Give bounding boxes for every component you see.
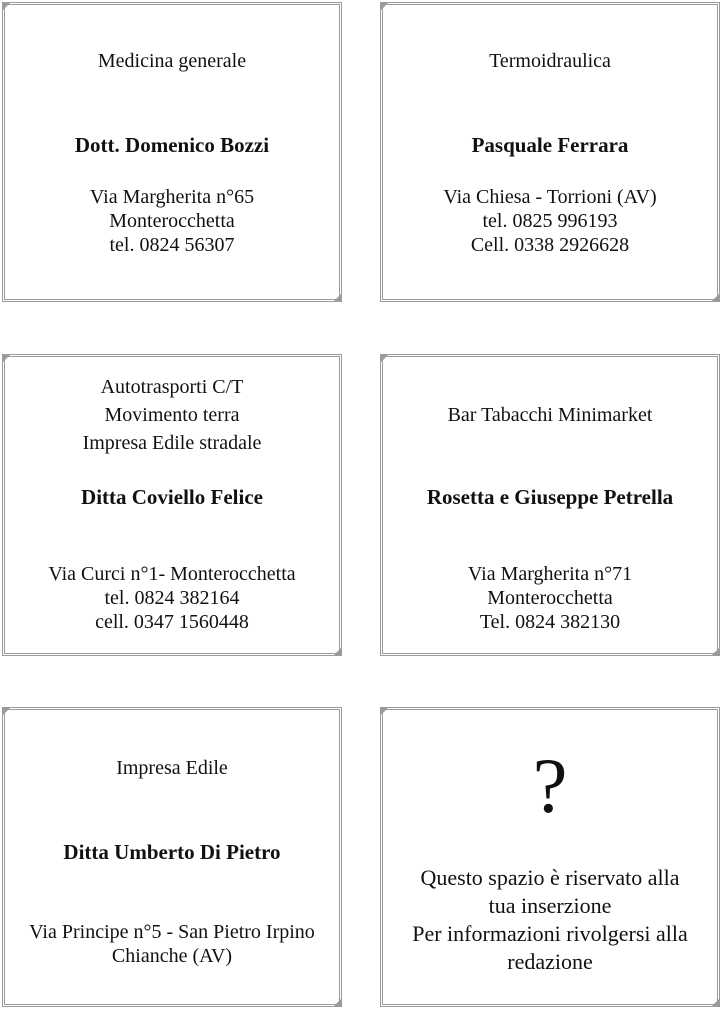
- card-name: Ditta Coviello Felice: [81, 485, 263, 509]
- reserved-message: Questo spazio è riservato alla: [420, 865, 680, 890]
- card-city: Monterocchetta: [109, 210, 235, 232]
- card-category: Termoidraulica: [489, 50, 611, 72]
- reserved-message: redazione: [507, 949, 593, 974]
- card-name: Pasquale Ferrara: [471, 133, 629, 157]
- card-address: Via Margherita n°65: [89, 186, 255, 208]
- card-category: Movimento terra: [104, 404, 240, 426]
- card-address: Via Chiesa - Torrioni (AV): [443, 186, 657, 208]
- card-category: Bar Tabacchi Minimarket: [447, 404, 653, 426]
- card-phone: Tel. 0824 382130: [479, 611, 621, 633]
- card-category: Impresa Edile stradale: [82, 432, 262, 454]
- ad-card-termoidraulica: [380, 2, 720, 302]
- card-address: Via Principe n°5 - San Pietro Irpino: [29, 921, 315, 943]
- ad-card-reserved-space: [380, 707, 720, 1007]
- card-name: Dott. Domenico Bozzi: [74, 133, 270, 157]
- card-city: Monterocchetta: [487, 587, 613, 609]
- card-cell: Cell. 0338 2926628: [470, 234, 630, 256]
- card-phone: tel. 0824 382164: [104, 587, 240, 609]
- ad-card-impresa-edile: [2, 707, 342, 1007]
- card-address: Via Margherita n°71: [467, 563, 633, 585]
- card-phone: tel. 0825 996193: [482, 210, 618, 232]
- ad-card-autotrasporti: [2, 354, 342, 656]
- ad-card-bar-tabacchi: [380, 354, 720, 656]
- question-mark-icon: ?: [532, 742, 568, 829]
- card-city: Chianche (AV): [111, 945, 233, 967]
- card-category: Impresa Edile: [116, 757, 228, 779]
- card-name: Rosetta e Giuseppe Petrella: [426, 485, 674, 509]
- reserved-message: Per informazioni rivolgersi alla: [412, 921, 688, 946]
- card-name: Ditta Umberto Di Pietro: [63, 840, 281, 864]
- card-phone: tel. 0824 56307: [109, 234, 235, 256]
- reserved-message: tua inserzione: [488, 893, 612, 918]
- ad-card-medicina: [2, 2, 342, 302]
- card-address: Via Curci n°1- Monterocchetta: [48, 563, 296, 585]
- card-category: Autotrasporti C/T: [100, 376, 244, 398]
- card-cell: cell. 0347 1560448: [95, 611, 249, 633]
- card-category: Medicina generale: [97, 50, 247, 72]
